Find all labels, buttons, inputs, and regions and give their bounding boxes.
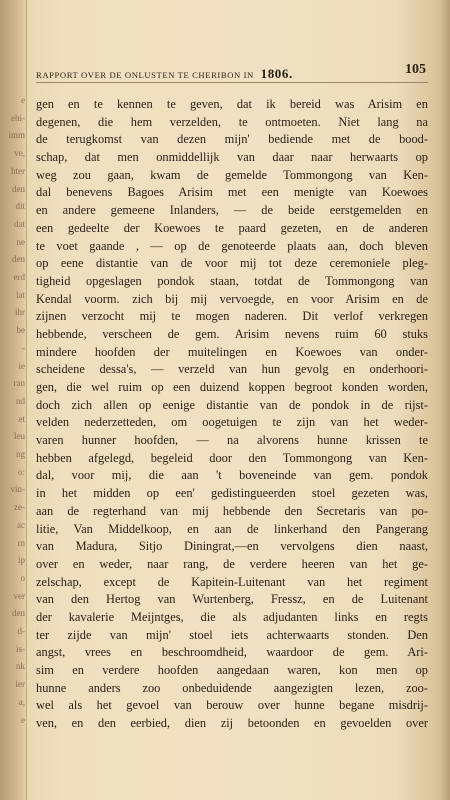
bleed-fragment: ac (17, 519, 25, 530)
text-line: der kavalerie Meijntges, die als adjudanten links en regts (36, 609, 428, 624)
bleed-fragment: hter (11, 165, 25, 176)
page-header (36, 62, 428, 80)
running-head-year: 1806. (260, 66, 293, 81)
bleed-fragment: erd (13, 272, 25, 282)
bleed-fragment: ehi- (11, 112, 25, 123)
bleed-fragment: leu (14, 431, 25, 442)
text-line: gen, die wel ruim op een duizend koppen begroot konden worden, (36, 380, 428, 394)
text-line: de terugkomst van dezen mijn' bediende met de bood- (36, 132, 428, 147)
text-line: op eene distantie van de voor mij tot deze ceremoniele pleg- (36, 256, 428, 271)
text-line: zelschap, except de Kapitein-Luitenant van het regiment (36, 574, 428, 589)
bleed-fragment: e (21, 714, 25, 725)
bleed-fragment: nd (16, 395, 25, 406)
header-rule (36, 82, 428, 83)
text-line: een gedeelte der Koewoes te paard gezeten, en de anderen (36, 220, 428, 235)
running-head-title: RAPPORT OVER DE ONLUSTEN TE CHERIBON IN (36, 70, 254, 80)
text-line: tigheid opgeslagen pondok staan, totdat de Tommongong van (36, 273, 428, 288)
text-line: velden nederzetteden, om oogetuigen te zijn van het weder- (36, 415, 428, 430)
bleed-fragment: ihr (15, 307, 25, 318)
body-text (36, 96, 428, 733)
bleed-fragment: ng (16, 449, 25, 459)
bleed-fragment: imm (8, 130, 25, 141)
bleed-fragment: et (18, 413, 25, 424)
text-line: hunne anders zoo onbeduidende aangezigten lezen, zoo- (36, 680, 428, 695)
text-line: van Madura, Sitjo Diningrat,—en vervolgens dien naast, (36, 539, 428, 554)
bleed-fragment: lat (16, 289, 25, 300)
text-line: in het midden op een' gedistingueerden stoel gezeten was, (36, 486, 428, 501)
text-line: schap, dat men onmiddellijk van daar naar herwaarts op (36, 150, 428, 165)
bleed-fragment: rn (17, 537, 25, 548)
bleed-fragment: dat (14, 218, 25, 229)
text-line: aan de regterhand van mij hebbende den Secretaris van po- (36, 503, 428, 518)
bleed-fragment: den (12, 183, 25, 194)
text-line: degenen, die hem verzelden, te ontmoeten. Niet lang na (36, 114, 428, 129)
bleed-fragment: ran (13, 378, 25, 389)
bleed-fragment: o (20, 572, 25, 583)
text-line: mindere hoofden der muitelingen en Koewoes van onder- (36, 344, 428, 359)
page-edge-shadow (440, 0, 450, 800)
text-line: litie, Van Middelkoop, en aan de linkerhand den Pangerang (36, 521, 428, 536)
bleed-fragment: be (16, 325, 25, 336)
text-line: varen hunner hoofden, — na alvorens hunne krissen te (36, 433, 428, 448)
bleed-fragment: ip (17, 555, 25, 566)
text-line: dal, voor mij, die aan 't boveneinde van gem. pondok (36, 468, 428, 483)
text-line: hebbende, verscheen de gem. Arisim nevens ruim 60 stuks (36, 326, 428, 341)
bleed-fragment: ze- (14, 502, 25, 513)
text-line: ter zijde van mijn' stoel iets achterwaarts stonden. Den (36, 627, 428, 642)
text-line: zijnen verzocht mij te mogen naderen. Dit verlof verkregen (36, 309, 428, 324)
bleed-fragment: ne (16, 236, 25, 247)
bleed-fragment: ve, (14, 148, 25, 159)
bleed-fragment: ier (15, 679, 25, 690)
text-line: en andere gemeene Inlanders, — de beide eerstgemelden en (36, 203, 428, 218)
text-line: van den Hertog van Wurtenberg, Fressz, en de Luitenant (36, 592, 428, 607)
bleed-fragment: d- (17, 626, 25, 636)
text-line: scheidene dessa's, — verzeld van hun gevolg en onderhoori- (36, 362, 428, 377)
text-line: hebben afgelegd, begeleid door den Tommongong van Ken- (36, 450, 428, 465)
text-line: doch zich allen op eenige distantie van de pondok in de rijst- (36, 397, 428, 412)
bleed-fragment: den (12, 254, 25, 265)
bleed-fragment: o: (17, 466, 25, 477)
bleed-fragment: den (12, 608, 25, 619)
bleed-fragment: nk (16, 661, 25, 672)
bleed-fragment: is- (16, 643, 25, 654)
text-line: wel als het gevoel van berouw over hunne begane misdrij- (36, 698, 428, 713)
text-line: sim en verdere hoofden aangedaan waren, kon men op (36, 663, 428, 677)
bleed-fragment: a, (18, 696, 25, 707)
bleed-fragment: dit (15, 201, 25, 212)
page-gutter (0, 0, 27, 800)
bleed-fragment: ver (13, 590, 25, 601)
text-line: over en weder, naar rang, de verdere heeren van het ge- (36, 556, 428, 571)
text-line: gen en te kennen te geven, dat ik bereid was Arisim en (36, 97, 428, 111)
bleed-fragment: - (22, 342, 25, 353)
page-number: 105 (405, 62, 426, 77)
text-line: te voet gaande , — op de genoteerde plaats aan, doch bleven (36, 238, 428, 253)
bleed-fragment: ie (18, 360, 25, 371)
bleed-fragment: e (21, 95, 25, 105)
text-line: ven, en den eerbied, dien zij betoonden en gevoelden over (36, 716, 428, 731)
text-line: dal benevens Bagoes Arisim met een menigte van Koewoes (36, 185, 428, 200)
text-line: angst, vrees en beschroomdheid, waardoor de gem. Ari- (36, 645, 428, 660)
text-line: Kendal voorm. zich bij mij vervoegde, en voor Arisim en de (36, 291, 428, 306)
running-head (36, 66, 293, 82)
text-line: weg zou gaan, kwam de gemelde Tommongong van Ken- (36, 167, 428, 182)
bleed-fragment: vin- (10, 484, 25, 495)
